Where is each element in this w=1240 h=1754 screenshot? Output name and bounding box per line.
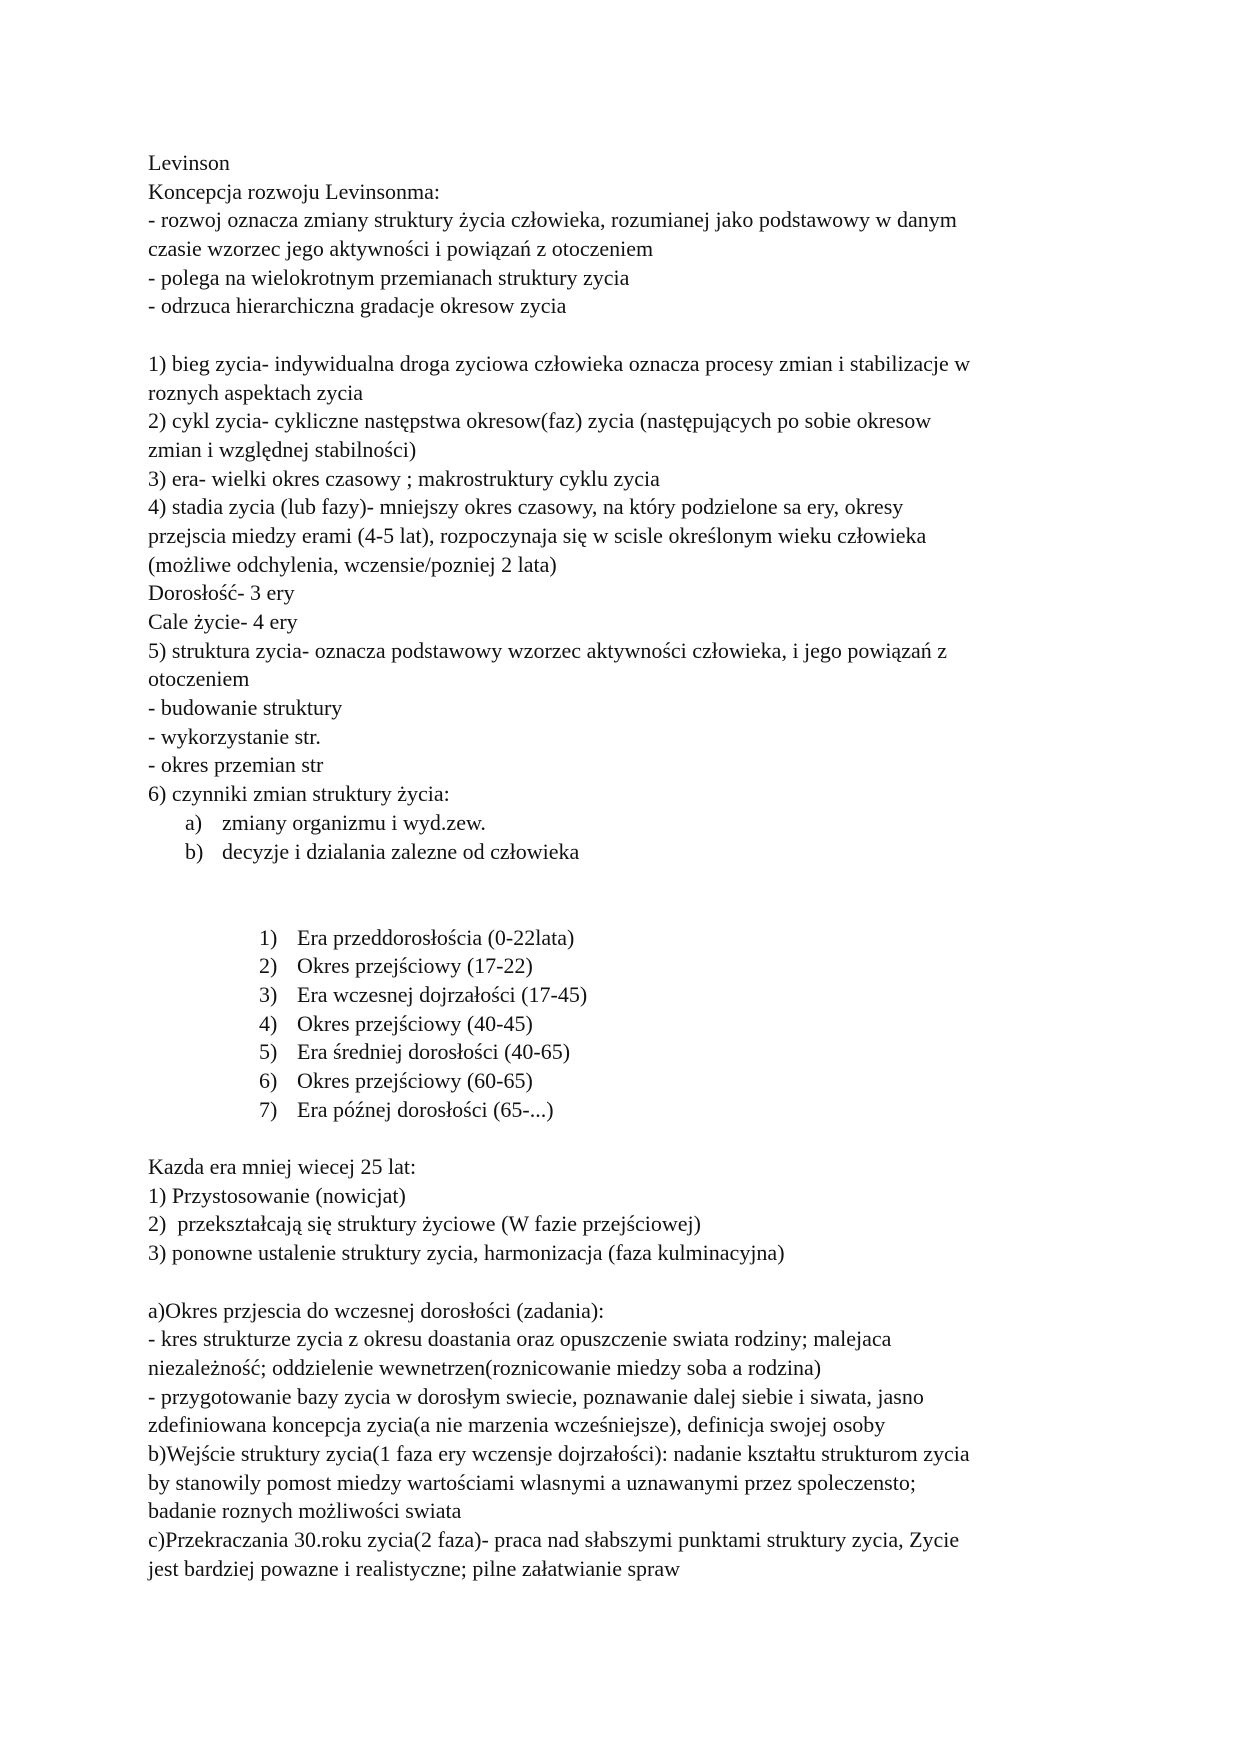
list-text: zmiany organizmu i wyd.zew.: [222, 809, 486, 835]
definition-line: przejscia miedzy erami (4-5 lat), rozpoczynaja się w scisle określonym wieku człowieka: [148, 522, 927, 548]
list-text: Okres przejściowy (60-65): [297, 1068, 533, 1093]
definition-line: otoczeniem: [148, 666, 250, 692]
factor-item: [185, 838, 1108, 867]
list-marker: 7): [259, 1096, 278, 1122]
phase-line: 2) przekształcają się struktury życiowe (W fazie przejściowej): [148, 1211, 701, 1237]
task-line: c)Przekraczania 30.roku zycia(2 faza)- praca nad słabszymi punktami struktury zycia, Zycie: [148, 1527, 960, 1552]
definition-line: 4) stadia zycia (lub fazy)- mniejszy okres czasowy, na który podzielone sa ery, okresy: [148, 494, 904, 520]
intro-line: - polega na wielokrotnym przemianach struktury zycia: [148, 264, 630, 290]
list-text: Okres przejściowy (40-45): [297, 1010, 533, 1036]
list-marker: a): [185, 809, 203, 835]
era-item: [259, 1010, 1108, 1039]
era-item: [259, 981, 1108, 1010]
intro-line: - odrzuca hierarchiczna gradacje okresow zycia: [148, 293, 567, 319]
definition-line: Cale życie- 4 ery: [148, 609, 298, 634]
era-item: [259, 1038, 1108, 1067]
blank-line: [148, 895, 1108, 924]
factor-item: [185, 809, 1108, 838]
blank-line: [148, 1268, 1108, 1297]
task-line: by stanowily pomost miedzy wartościami wlasnymi a uznawanymi przez spoleczensto;: [148, 1469, 916, 1495]
era-item: [259, 952, 1108, 981]
intro-heading: Koncepcja rozwoju Levinsonma:: [148, 178, 441, 204]
definition-line: - budowanie struktury: [148, 695, 343, 721]
definition-line: 6) czynniki zmian struktury życia:: [148, 781, 450, 807]
task-line: - kres strukturze zycia z okresu doastania oraz opuszczenie swiata rodziny; malejaca: [148, 1326, 892, 1352]
blank-line: [148, 321, 1108, 350]
blank-line: [148, 866, 1108, 895]
list-marker: 1): [259, 924, 278, 950]
task-line: jest bardziej powazne i realistyczne; pilne załatwianie spraw: [148, 1555, 681, 1581]
definition-line: (możliwe odchylenia, wczensie/pozniej 2 lata): [148, 551, 557, 577]
era-item: [259, 1096, 1108, 1125]
definition-line: - wykorzystanie str.: [148, 723, 321, 749]
list-marker: 5): [259, 1039, 278, 1065]
list-marker: 2): [259, 953, 278, 979]
list-marker: b): [185, 838, 204, 864]
task-line: b)Wejście struktury zycia(1 faza ery wczensje dojrzałości): nadanie kształtu strukturom zycia: [148, 1440, 970, 1466]
era-item: [259, 1067, 1108, 1096]
document-page: [148, 149, 1108, 1583]
list-marker: 4): [259, 1010, 278, 1036]
task-line: niezależność; oddzielenie wewnetrzen(roznicowanie miedzy soba a rodzina): [148, 1354, 822, 1380]
phases-heading: Kazda era mniej wiecej 25 lat:: [148, 1154, 417, 1180]
list-marker: 3): [259, 981, 278, 1007]
era-item: [259, 924, 1108, 953]
list-text: Era późnej dorosłości (65-...): [297, 1096, 554, 1122]
list-text: Era wczesnej dojrzałości (17-45): [297, 981, 588, 1007]
list-text: Okres przejściowy (17-22): [297, 953, 533, 979]
task-line: zdefiniowana koncepcja zycia(a nie marzenia wcześniejsze), definicja swojej osoby: [148, 1412, 886, 1438]
definition-line: zmian i względnej stabilności): [148, 436, 417, 462]
definition-line: 3) era- wielki okres czasowy ; makrostruktury cyklu zycia: [148, 465, 660, 491]
task-line: badanie roznych możliwości swiata: [148, 1498, 462, 1524]
task-line: a)Okres przjescia do wczesnej dorosłości (zadania):: [148, 1297, 605, 1323]
list-text: Era średniej dorosłości (40-65): [297, 1039, 571, 1065]
definition-line: 5) struktura zycia- oznacza podstawowy wzorzec aktywności człowieka, i jego powiązań z: [148, 637, 947, 663]
definition-line: 2) cykl zycia- cykliczne następstwa okresow(faz) zycia (następujących po sobie okresow: [148, 408, 932, 434]
blank-line: [148, 1124, 1108, 1153]
phase-line: 3) ponowne ustalenie struktury zycia, harmonizacja (faza kulminacyjna): [148, 1240, 785, 1266]
definition-line: roznych aspektach zycia: [148, 379, 363, 405]
phase-line: 1) Przystosowanie (nowicjat): [148, 1182, 406, 1208]
definition-line: - okres przemian str: [148, 752, 324, 778]
definition-line: 1) bieg zycia- indywidualna droga zyciowa człowieka oznacza procesy zmian i stabilizacje w: [148, 350, 971, 376]
list-marker: 6): [259, 1068, 278, 1093]
definition-line: Dorosłość- 3 ery: [148, 580, 295, 606]
list-text: Era przeddorosłościa (0-22lata): [297, 924, 575, 950]
intro-line: - rozwoj oznacza zmiany struktury życia człowieka, rozumianej jako podstawowy w danym: [148, 207, 957, 233]
intro-line: czasie wzorzec jego aktywności i powiązań z otoczeniem: [148, 236, 654, 262]
document-title: Levinson: [148, 150, 230, 175]
task-line: - przygotowanie bazy zycia w dorosłym swiecie, poznawanie dalej siebie i siwata, jasno: [148, 1383, 924, 1409]
list-text: decyzje i dzialania zalezne od człowieka: [222, 838, 580, 864]
